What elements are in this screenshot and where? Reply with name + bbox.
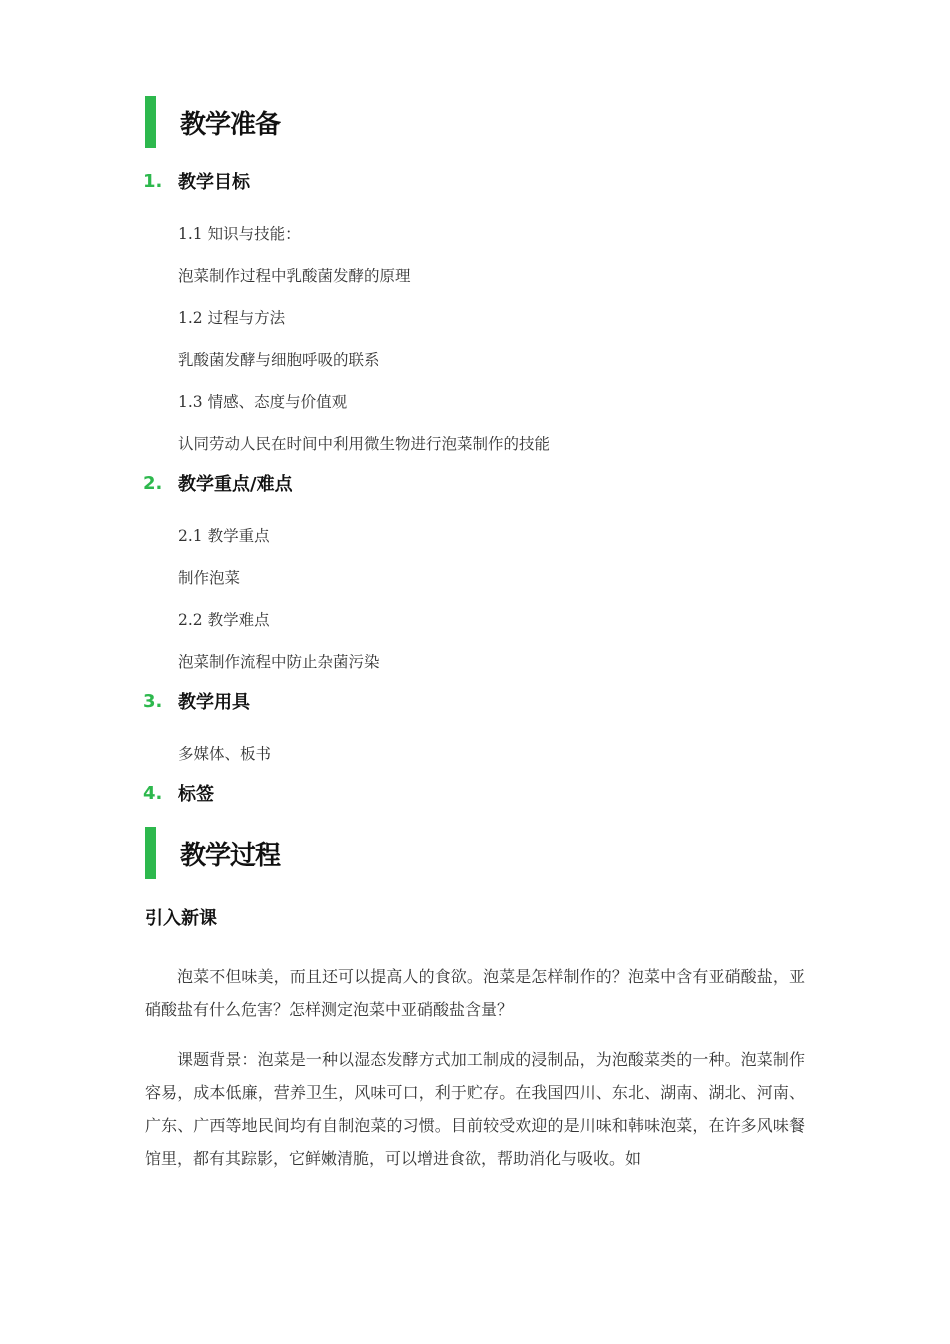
subheading-keys xyxy=(143,470,293,496)
paragraph: 课题背景：泡菜是一种以湿态发酵方式加工制成的浸制品，为泡酸菜类的一种。泡菜制作容易，成本低廉，营养卫生，风味可口，利于贮存。在我国四川、东北、湖南、湖北、河南、广东、广西等地民间均有自制泡菜的习惯。目前较受欢迎的是川味和韩味泡菜，在许多风味餐馆里，都有其踪影，它鲜嫩清脆，可以增进食欲，帮助消化与吸收。如 xyxy=(145,1050,805,1168)
key-line: 制作泡菜 xyxy=(178,569,241,587)
subheading-title: 教学目标 xyxy=(178,172,250,193)
goal-line: 1.1 知识与技能： xyxy=(178,225,301,243)
intro-heading: 引入新课 xyxy=(145,908,217,929)
subheading-tools xyxy=(143,688,250,714)
goal-line: 认同劳动人民在时间中利用微生物进行泡菜制作的技能 xyxy=(178,435,551,453)
goal-line: 1.3 情感、态度与价值观 xyxy=(178,393,348,411)
tools-line: 多媒体、板书 xyxy=(178,745,272,763)
goal-line: 乳酸菌发酵与细胞呼吸的联系 xyxy=(178,351,380,369)
subheading-number: 3. xyxy=(143,690,163,712)
subheading-number: 4. xyxy=(143,782,163,804)
paragraph: 泡菜不但味美，而且还可以提高人的食欲。泡菜是怎样制作的？泡菜中含有亚硝酸盐，亚硝酸盐有什么危害？怎样测定泡菜中亚硝酸盐含量？ xyxy=(145,967,805,1019)
subheading-goals xyxy=(143,168,250,194)
key-line: 2.1 教学重点 xyxy=(178,527,270,545)
section-title-process: 教学过程 xyxy=(180,840,281,871)
section-heading-process xyxy=(145,827,280,879)
section-accent-bar xyxy=(145,827,156,879)
subheading-tags xyxy=(143,780,214,806)
key-line: 2.2 教学难点 xyxy=(178,611,270,629)
subheading-number: 1. xyxy=(143,170,163,192)
subheading-title: 标签 xyxy=(178,784,214,805)
subheading-title: 教学重点/难点 xyxy=(178,474,293,495)
section-title-prep: 教学准备 xyxy=(180,109,281,140)
subheading-number: 2. xyxy=(143,472,163,494)
section-accent-bar xyxy=(145,96,156,148)
key-line: 泡菜制作流程中防止杂菌污染 xyxy=(178,653,380,671)
subheading-title: 教学用具 xyxy=(178,692,250,713)
goal-line: 1.2 过程与方法 xyxy=(178,309,286,327)
section-heading-prep xyxy=(145,96,280,148)
goal-line: 泡菜制作过程中乳酸菌发酵的原理 xyxy=(178,267,411,285)
